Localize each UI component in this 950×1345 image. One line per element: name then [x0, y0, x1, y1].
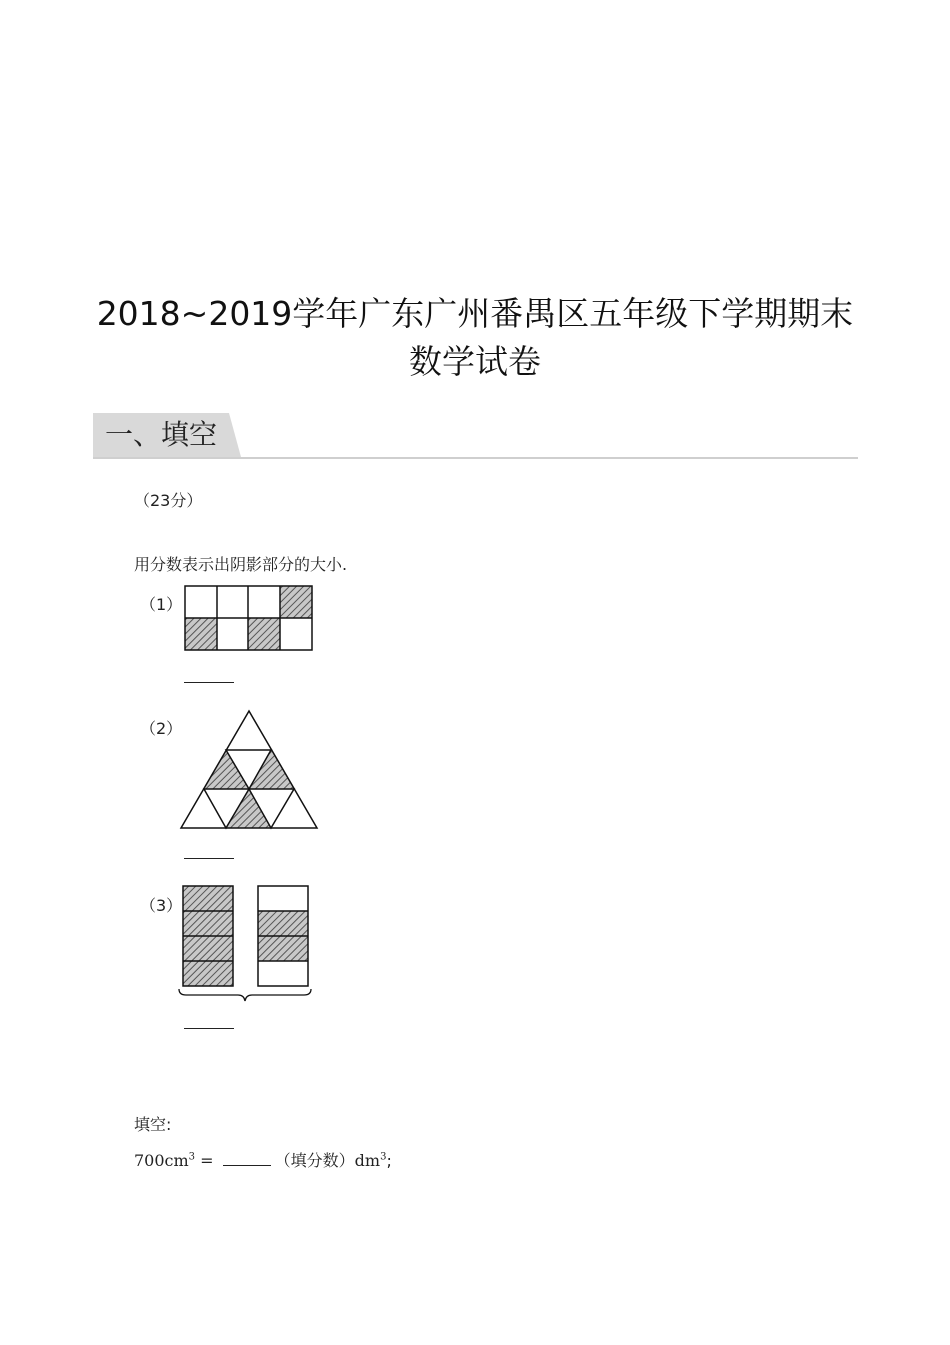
- section-header: [93, 413, 858, 459]
- section-divider: [93, 457, 858, 459]
- unit-exponent: 3: [380, 1151, 387, 1163]
- lhs-value: 700cm: [134, 1151, 189, 1170]
- question-2-prompt: 填空:: [134, 1115, 172, 1134]
- answer-blank-3[interactable]: [184, 1028, 234, 1029]
- lhs-exponent: 3: [188, 1151, 196, 1163]
- question-2-line: [134, 1148, 392, 1171]
- question-1-prompt: 用分数表示出阴影部分的大小.: [134, 555, 348, 574]
- left-bar: [183, 886, 233, 986]
- section-title: 一、填空: [105, 418, 218, 451]
- triangle-figure: [179, 709, 319, 831]
- part-1-label: （1）: [140, 595, 183, 614]
- part-2-label: （2）: [140, 719, 183, 738]
- answer-blank-1[interactable]: [184, 682, 234, 683]
- brace: [179, 989, 311, 1001]
- rectangles-figure: [176, 884, 316, 1004]
- answer-blank-2[interactable]: [184, 858, 234, 859]
- page-title: [0, 290, 950, 386]
- line-end: ;: [386, 1151, 392, 1170]
- part-3-label: （3）: [140, 896, 183, 915]
- hint-text: （填分数）: [274, 1151, 355, 1170]
- equals-sign: =: [195, 1151, 219, 1170]
- grid-figure: [184, 585, 314, 651]
- right-bar: [258, 886, 308, 986]
- section-score: （23分）: [134, 491, 203, 510]
- answer-blank-4[interactable]: [223, 1151, 271, 1166]
- title-line-2: 数学试卷: [409, 342, 541, 382]
- unit: dm: [354, 1151, 381, 1170]
- title-line-1: 2018~2019学年广东广州番禺区五年级下学期期末: [96, 294, 854, 334]
